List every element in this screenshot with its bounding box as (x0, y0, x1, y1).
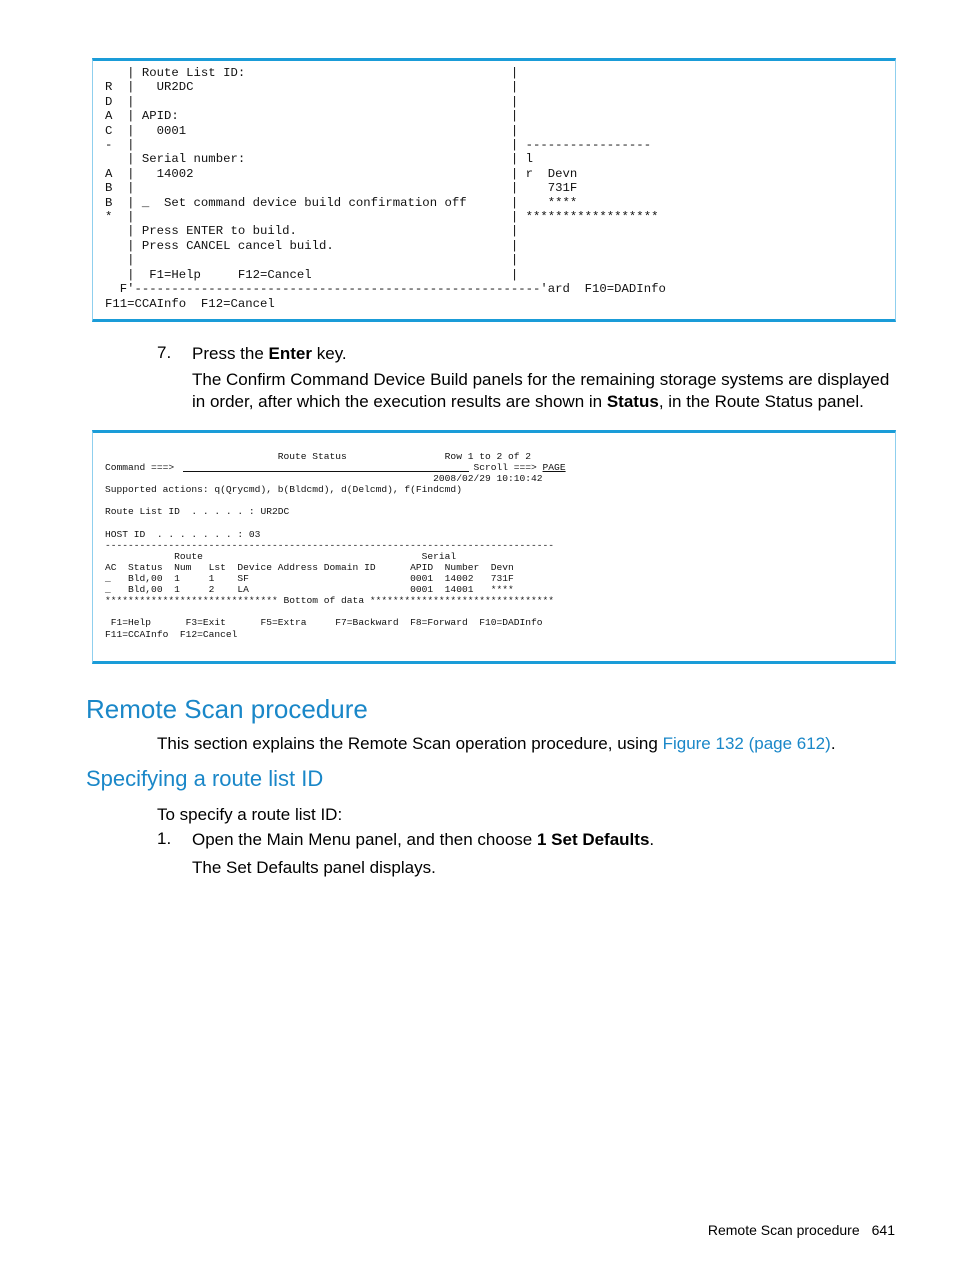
step-1-result: The Set Defaults panel displays. (192, 858, 436, 877)
step-7-result: The Confirm Command Device Build panels for the remaining storage systems are displayed in order, after which the execution results are shown in Status, in the Route Status panel. (192, 370, 890, 411)
confirm-build-screen-text: | Route List ID: | R | UR2DC | D | | A | APID: | C | 0001 | - | | ----------------- | Serial number: | l A | 14002 | r Devn B | | 731F B | _ Set command device build confirmation off | **** * | | ****************** | Press ENTER to build. | | Press CANCEL cancel build. | | | | F1=Help F12=Cancel | F'-------------------------------------------------------'ard F10=DADInfo F11=CCAInfo F12=Cancel (105, 66, 666, 311)
confirm-build-screen (92, 58, 896, 322)
set-defaults-label: 1 Set Defaults (536, 830, 650, 849)
section-title: Remote Scan procedure (86, 694, 368, 724)
figure-reference-link[interactable]: Figure 132 (page 612) (662, 734, 831, 753)
section-intro: This section explains the Remote Scan operation procedure, using Figure 132 (page 612). (157, 734, 836, 753)
route-status-screen (92, 430, 896, 664)
status-label: Status (606, 391, 659, 411)
route-status-title-line: Route Status Row 1 to 2 of 2 (105, 451, 532, 462)
footer-title: Remote Scan procedure (707, 1222, 860, 1238)
step-7-number: 7. (157, 343, 172, 362)
enter-key-label: Enter (268, 344, 313, 363)
page-number: 641 (871, 1222, 895, 1238)
command-input-line (183, 471, 469, 472)
scroll-value: PAGE (542, 462, 566, 474)
route-status-body: 2008/02/29 10:10:42 Supported actions: q(Qrycmd), b(Bldcmd), d(Delcmd), f(Findcmd) Route List ID . . . . . : UR2DC HOST ID . . . . . . . : 03 ------------------------------------------------------------------------------ Route Serial AC Status Num Lst Device Address Domain ID APID Number Devn _ Bld,00 1 1 SF 0001 14002 731F _ Bld,00 1 2 LA 0001 14001 **** ****************************** Bottom of data ******************************** F1=Help F3=Exit F5=Extra F7=Backward F8=Forward F10=DADInfo F11=CCAInfo F12=Cancel (105, 473, 555, 640)
page-footer (708, 1222, 895, 1238)
step-7-instruction: Press the Enter key. (192, 344, 347, 363)
subsection-lead: To specify a route list ID: (157, 805, 343, 824)
step-1-number: 1. (157, 829, 172, 848)
subsection-title: Specifying a route list ID (86, 766, 324, 791)
command-line: Command ===> Scroll ===> (105, 462, 543, 474)
step-1-instruction: Open the Main Menu panel, and then choose 1 Set Defaults. (192, 830, 655, 849)
route-status-screen-text (105, 451, 566, 640)
